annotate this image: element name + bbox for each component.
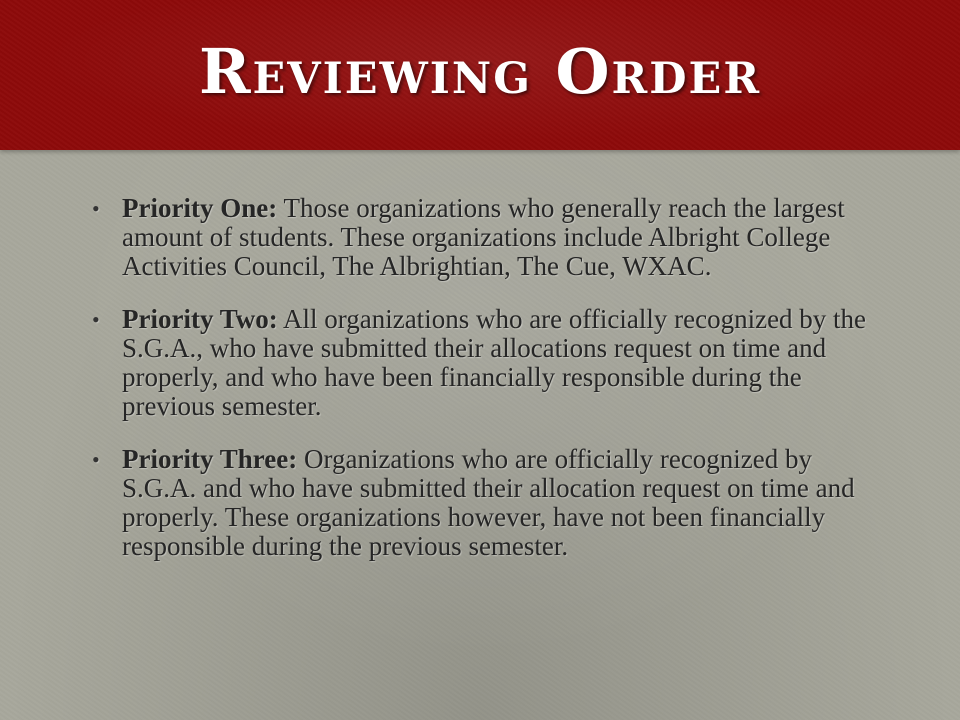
bullet-text: All organizations who are officially recognized by the S.G.A., who have submitted their allocations request on time and properly, and who have been financially responsible during the previous semester. bbox=[122, 304, 867, 421]
bullet-text: Organizations who are officially recognized by S.G.A. and who have submitted their allocation request on time and properly. These organizations however, have not been financially responsible during the previous semester. bbox=[122, 444, 855, 561]
bullet-item-priority-two bbox=[92, 305, 882, 421]
bullet-item-priority-three bbox=[92, 445, 882, 561]
bullet-heading: Priority One: bbox=[122, 193, 278, 223]
slide-title: Reviewing Order bbox=[198, 35, 762, 108]
bullet-heading: Priority Three: bbox=[122, 444, 298, 474]
bullet-icon: • bbox=[92, 196, 100, 221]
bullet-list bbox=[92, 194, 882, 585]
title-bar bbox=[0, 0, 960, 150]
bullet-heading: Priority Two: bbox=[122, 304, 278, 334]
bullet-text: Those organizations who generally reach the largest amount of students. These organizations include Albright College Activities Council, The Albrightian, The Cue, WXAC. bbox=[122, 193, 845, 281]
bullet-icon: • bbox=[92, 307, 100, 332]
bullet-icon: • bbox=[92, 447, 100, 472]
bullet-item-priority-one bbox=[92, 194, 882, 281]
